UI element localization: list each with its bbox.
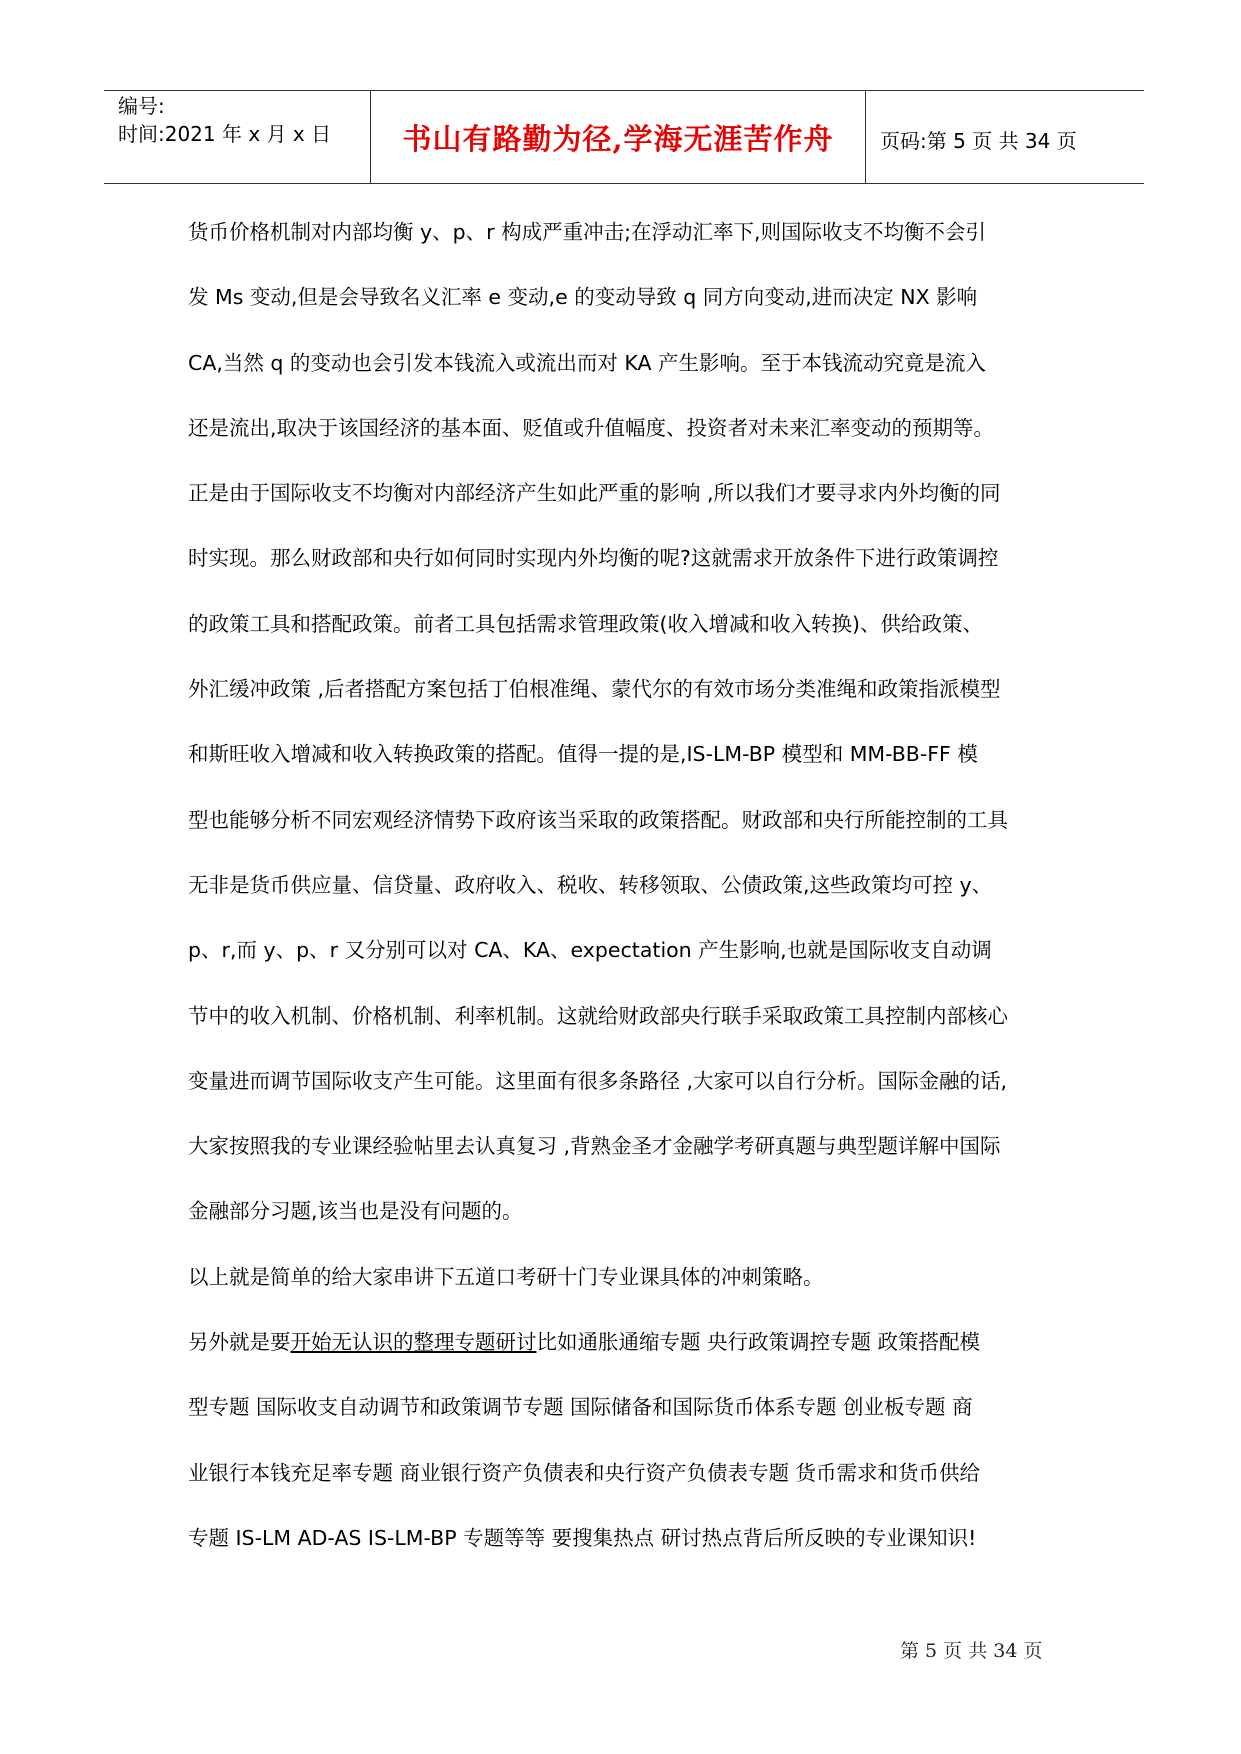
body-line: 外汇缓冲政策 ,后者搭配方案包括丁伯根准绳、蒙代尔的有效市场分类准绳和政策指派模型 [188, 677, 1001, 702]
topics-line: 型专题 国际收支自动调节和政策调节专题 国际储备和国际货币体系专题 创业板专题 商 [188, 1395, 973, 1420]
topics-underlined-text: 开始无认识的整理专题研讨 [290, 1330, 537, 1355]
header-middle-cell [370, 91, 866, 183]
document-time-label: 时间:2021 年 x 月 x 日 [118, 122, 332, 146]
topics-line: 专题 IS-LM AD-AS IS-LM-BP 专题等等 要搜集热点 研讨热点背后所反映的专业课知识! [188, 1525, 977, 1550]
document-body [188, 218, 1068, 1589]
summary-paragraph: 以上就是简单的给大家串讲下五道口考研十门专业课具体的冲刺策略。 [188, 1264, 824, 1289]
header-left-cell [104, 91, 369, 183]
page-header [104, 90, 1144, 184]
body-line: 大家按照我的专业课经验帖里去认真复习 ,背熟金圣才金融学考研真题与典型题详解中国际 [188, 1134, 1001, 1159]
header-motto: 书山有路勤为径,学海无涯苦作舟 [402, 122, 834, 156]
body-line: 货币价格机制对内部均衡 y、p、r 构成严重冲击;在浮动汇率下,则国际收支不均衡不会引 [188, 220, 987, 244]
topics-line: 业银行本钱充足率专题 商业银行资产负债表和央行资产负债表专题 货币需求和货币供给 [188, 1460, 981, 1485]
header-page-info: 页码:第 5 页 共 34 页 [880, 129, 1077, 153]
body-line: 还是流出,取决于该国经济的基本面、贬值或升值幅度、投资者对未来汇率变动的预期等。 [188, 415, 995, 440]
body-line: 节中的收入机制、价格机制、利率机制。这就给财政部央行联手采取政策工具控制内部核心 [188, 1003, 1008, 1028]
topics-prefix: 另外就是要 [188, 1330, 291, 1355]
body-line: 发 Ms 变动,但是会导致名义汇率 e 变动,e 的变动导致 q 同方向变动,进而决定 NX 影响 [188, 285, 978, 310]
body-line: 和斯旺收入增减和收入转换政策的搭配。值得一提的是,IS-LM-BP 模型和 MM-BB-FF 模 [188, 742, 978, 767]
body-line: CA,当然 q 的变动也会引发本钱流入或流出而对 KA 产生影响。至于本钱流动究竟是流入 [188, 350, 987, 375]
body-line: 正是由于国际收支不均衡对内部经济产生如此严重的影响 ,所以我们才要寻求内外均衡的同 [188, 481, 1001, 506]
body-line: 型也能够分析不同宏观经济情势下政府该当采取的政策搭配。财政部和央行所能控制的工具 [188, 807, 1008, 832]
body-line: 无非是货币供应量、信贷量、政府收入、税收、转移领取、公债政策,这些政策均可控 y、 [188, 872, 993, 897]
body-line: p、r,而 y、p、r 又分别可以对 CA、KA、expectation 产生影响,也就是国际收支自动调 [188, 938, 992, 963]
page-footer-number: 第 5 页 共 34 页 [900, 1640, 1043, 1662]
body-line: 金融部分习题,该当也是没有问题的。 [188, 1199, 523, 1224]
topics-paragraph-first-line [188, 1328, 1068, 1393]
header-right-cell [866, 91, 1144, 183]
body-line: 的政策工具和搭配政策。前者工具包括需求管理政策(收入增减和收入转换)、供给政策、 [188, 611, 983, 636]
body-line: 变量进而调节国际收支产生可能。这里面有很多条路径 ,大家可以自行分析。国际金融的话, [188, 1068, 1008, 1093]
document-number-label: 编号: [118, 94, 165, 118]
topics-rest: 比如通胀通缩专题 央行政策调控专题 政策搭配模 [536, 1330, 981, 1355]
body-line: 时实现。那么财政部和央行如何同时实现内外均衡的呢?这就需求开放条件下进行政策调控 [188, 546, 999, 571]
